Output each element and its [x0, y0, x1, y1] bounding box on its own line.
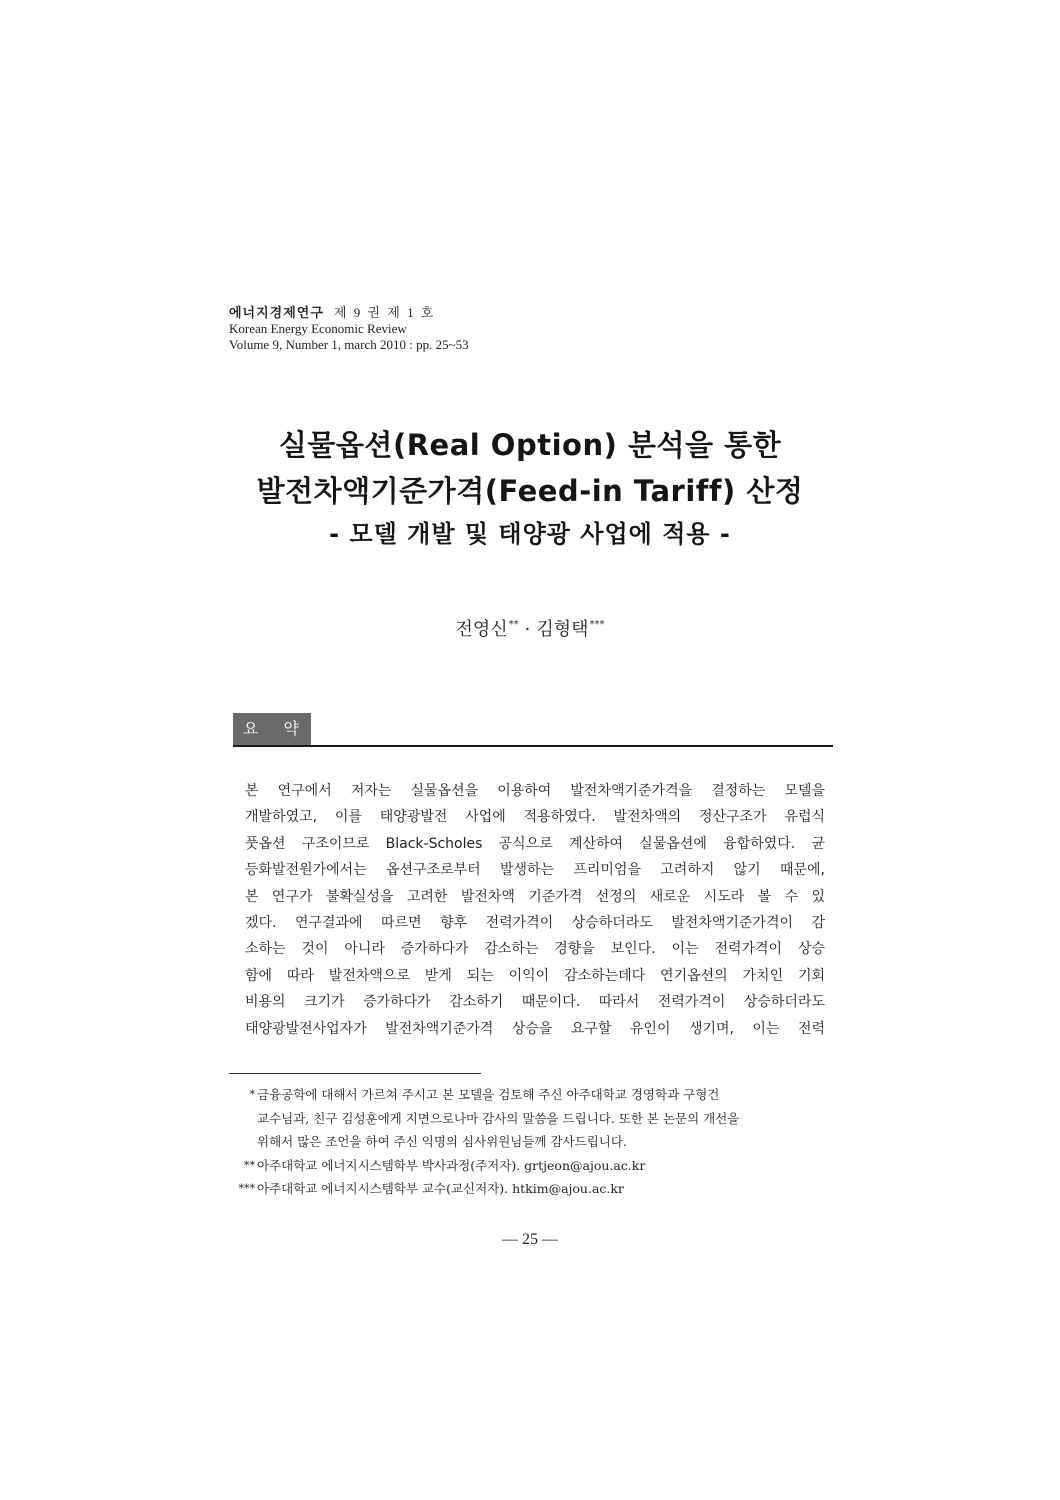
footnotes — [229, 1083, 839, 1201]
abstract-body — [245, 778, 825, 1042]
abstract-label: 요 약 — [233, 713, 311, 745]
abstract-line: 함에 따라 발전차액으로 받게 되는 이익이 감소하는데다 연기옵션의 가치인 기회 — [245, 967, 825, 984]
journal-korean-name: 에너지경제연구 — [229, 305, 324, 320]
author-name: 김형택 — [536, 619, 589, 640]
abstract-header — [233, 713, 833, 747]
footnote-divider — [229, 1073, 481, 1074]
author-separator: · — [524, 619, 531, 640]
author-list — [0, 615, 1060, 641]
footnote-line: 금융공학에 대해서 가르쳐 주시고 본 모델을 검토해 주신 아주대학교 경영학과 구형건 — [257, 1087, 720, 1102]
abstract-line: 소하는 것이 아니라 증가하다가 감소하는 경향을 보인다. 이는 전력가격이 상승 — [245, 941, 825, 958]
abstract-line: 본 연구에서 저자는 실물옵션을 이용하여 발전차액기준가격을 결정하는 모델을 — [245, 783, 825, 799]
footnote-acknowledgement — [229, 1083, 839, 1154]
footnote-line: 아주대학교 에너지시스템학부 교수(교신저자). htkim@ajou.ac.kr — [257, 1181, 624, 1196]
footnote-mark: * — [249, 1088, 255, 1101]
footnote-mark: *** — [238, 1182, 255, 1195]
footnote-corresponding-author — [229, 1177, 839, 1201]
paper-subtitle: - 모델 개발 및 태양광 사업에 적용 - — [329, 520, 731, 548]
abstract-line: 풋옵션 구조이므로 Black-Scholes 공식으로 계산하여 실물옵션에 융합하였다. 균 — [245, 835, 825, 852]
footnote-mark: ** — [244, 1158, 255, 1172]
footnote-first-author — [229, 1154, 839, 1178]
footnote-line: 위해서 많은 조언을 하여 주신 익명의 심사위원님들께 감사드립니다. — [257, 1134, 627, 1149]
abstract-line: 겠다. 연구결과에 따르면 향후 전력가격이 상승하더라도 발전차액기준가격이 감 — [245, 915, 825, 932]
abstract-line: 등화발전원가에서는 옵션구조로부터 발생하는 프리미엄을 고려하지 않기 때문에, — [245, 862, 825, 879]
page-number: ― 25 ― — [502, 1231, 558, 1248]
abstract-line: 비용의 크기가 증가하다가 감소하기 때문이다. 따라서 전력가격이 상승하더라도 — [245, 994, 825, 1011]
abstract-line: 태양광발전사업자가 발전차액기준가격 상승을 요구할 유인이 생기며, 이는 전력 — [245, 1020, 825, 1037]
journal-header — [229, 305, 469, 353]
journal-citation: Volume 9, Number 1, march 2010 : pp. 25~53 — [229, 337, 469, 352]
title-line-2: 발전차액기준가격(Feed-in Tariff) 산정 — [256, 474, 804, 508]
abstract-line: 본 연구가 불확실성을 고려한 발전차액 기준가격 선정의 새로운 시도라 볼 수 있 — [245, 888, 825, 905]
author-footnote-mark: ** — [508, 619, 519, 630]
journal-korean-line — [229, 305, 469, 321]
abstract-line: 개발하였고, 이를 태양광발전 사업에 적용하였다. 발전차액의 정산구조가 유럽식 — [245, 809, 825, 826]
title-line-1: 실물옵션(Real Option) 분석을 통한 — [278, 428, 782, 462]
footnote-line: 교수님과, 친구 김성훈에게 지면으로나마 감사의 말씀을 드립니다. 또한 본 논문의 개선을 — [257, 1110, 740, 1126]
footnote-line: 아주대학교 에너지시스템학부 박사과정(주저자). grtjeon@ajou.ac.kr — [257, 1157, 646, 1173]
journal-english-name: Korean Energy Economic Review — [229, 321, 407, 336]
journal-korean-volume: 제 9 권 제 1 호 — [333, 305, 436, 320]
author-footnote-mark: *** — [589, 619, 605, 630]
paper-title — [0, 422, 1060, 554]
author-name: 전영신 — [455, 619, 508, 640]
